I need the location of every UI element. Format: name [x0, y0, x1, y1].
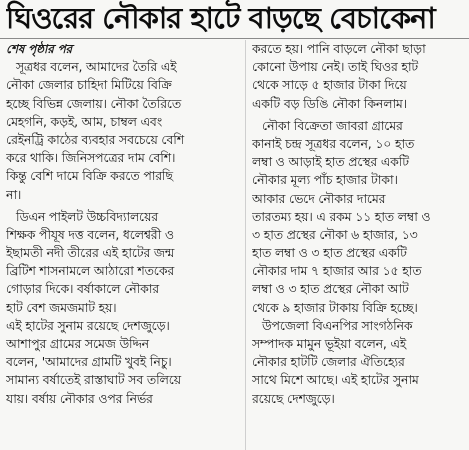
text-line: নৌকা বিক্রেতা জাবরা গ্রামের: [262, 117, 403, 133]
text-line: রেইনট্রি কাঠের ব্যবহার সবচেয়ে বেশি: [6, 131, 184, 147]
headline: ঘিওরের নৌকার হাটে বাড়ছে বেচাকেনা: [6, 1, 435, 35]
text-line: আশাপুর গ্রামের সমেজ উদ্দিন: [6, 336, 149, 351]
text-line: না।: [6, 186, 22, 202]
text-line: করতে হয়। পানি বাড়লে নৌকা ছাড়া: [252, 41, 426, 56]
text-line: সাথে মিশে আছে। এই হাটের সুনাম: [252, 372, 419, 388]
continuation-kicker: শেষ পৃষ্ঠার পর: [6, 42, 72, 56]
headline-rule: [0, 38, 469, 39]
column-divider: [245, 40, 246, 450]
text-line: একটি বড় ডিঙি নৌকা কিনলাম।: [252, 95, 407, 111]
text-line: ৩ হাত প্রস্থের নৌকা ৬ হাজার, ১৩: [252, 226, 418, 242]
text-line: কোনো উপায় নেই। তাই ঘিওর হাট: [252, 59, 419, 75]
text-line: ব্রিটিশ শাসনামলে আঠারো শতকের: [6, 263, 175, 279]
text-line: কানাই চন্দ্র সূত্রধর বলেন, ১০ হাত: [252, 135, 415, 151]
left-column: [6, 40, 238, 408]
text-line: করে থাকি। জিনিসপত্রের দাম বেশি।: [6, 150, 176, 166]
text-line: সম্পাদক মামুন ভূইয়া বলেন, এই: [252, 336, 407, 351]
text-line: যায়। বর্ষায় নৌকার ওপর নির্ভর: [6, 390, 153, 406]
text-line: নৌকার মূল্য পাঁচ হাজার টাকা।: [252, 172, 398, 188]
text-line: আকার ভেদে নৌকার দামের: [252, 190, 386, 206]
text-line: হাট বেশ জমজমাট হয়।: [6, 299, 117, 315]
right-column: [252, 40, 464, 408]
text-line: গোড়ার দিকে। বর্ষাকালে নৌকার: [6, 281, 159, 297]
text-line: সামান্য বর্ষাতেই রাস্তাঘাট সব তলিয়ে: [6, 372, 181, 388]
text-line: এই হাটের সুনাম রয়েছে দেশজুড়ে।: [6, 317, 170, 333]
text-line: তারতম্য হয়। এ রকম ১১ হাত লম্বা ও: [252, 208, 431, 224]
text-line: নৌকা জেলার চাহিদা মিটিয়ে বিক্রি: [6, 77, 172, 93]
text-line: বলেন, 'আমাদের গ্রামটি খুবই নিচু।: [6, 354, 172, 370]
text-line: নৌকার হাটটি জেলার ঐতিহ্যের: [252, 354, 405, 370]
text-line: ইছামতী নদী তীরের এই হাটের জন্ম: [6, 245, 175, 261]
text-line: নৌকার দাম ৭ হাজার আর ১৫ হাত: [252, 263, 422, 279]
text-line: উপজেলা বিএনপির সাংগঠনিক: [262, 317, 413, 333]
text-line: কিন্তু বেশি দামে বিক্রি করতে পারছি: [6, 168, 173, 184]
text-line: থেকে ৯ হাজার টাকায় বিক্রি হচ্ছে।: [252, 299, 418, 315]
text-line: রয়েছে দেশজুড়ে।: [252, 390, 335, 406]
text-line: মেহগনি, কড়ই, আম, চাম্বল এবং: [6, 113, 163, 129]
text-line: লম্বা ও ৩ হাত প্রস্থের নৌকা আট: [252, 281, 409, 297]
text-line: হাত লম্বা ও ৩ হাত প্রস্থের একটি: [252, 245, 407, 261]
text-line: থেকে সাড়ে ৫ হাজার টাকা দিয়ে: [252, 77, 407, 93]
text-line: লম্বা ও আড়াই হাত প্রস্থের একটি: [252, 154, 409, 170]
text-line: সূত্রধর বলেন, আমাদের তৈরি এই: [16, 59, 177, 75]
text-line: ডিএন পাইলট উচ্চবিদ্যালয়ের: [16, 208, 158, 224]
text-line: শিক্ষক পীযূষ দত্ত বলেন, ধলেশ্বরী ও: [6, 226, 174, 242]
text-line: হচ্ছে বিভিন্ন জেলায়। নৌকা তৈরিতে: [6, 95, 182, 111]
